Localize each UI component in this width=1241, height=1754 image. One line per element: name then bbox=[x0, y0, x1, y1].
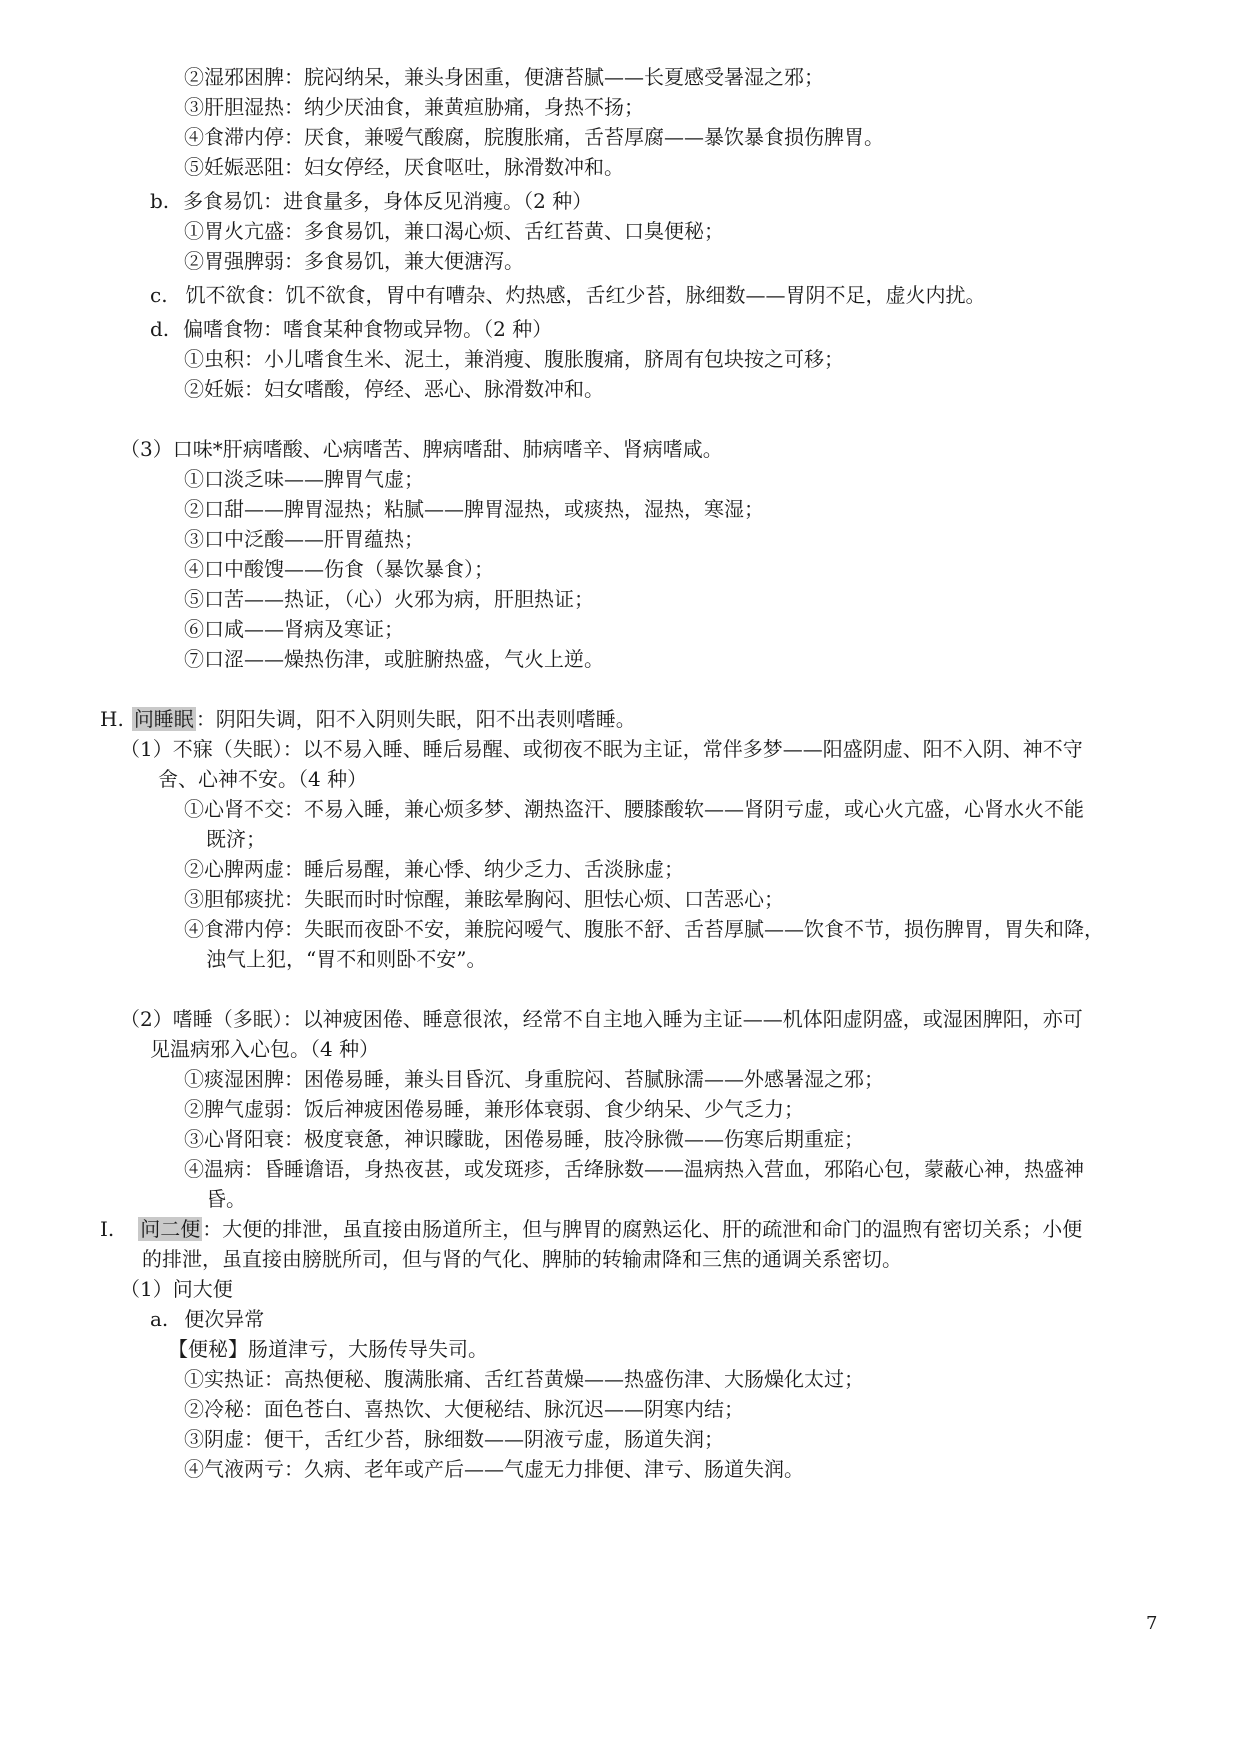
text-line: 浊气上犯，“胃不和则卧不安”。 bbox=[206, 947, 487, 971]
text-line: ⑦口涩——燥热伤津，或脏腑热盛，气火上逆。 bbox=[184, 647, 604, 671]
text-line: ③阴虚：便干，舌红少苔，脉细数——阴液亏虚，肠道失润； bbox=[184, 1427, 724, 1451]
item-marker: a. bbox=[150, 1307, 169, 1331]
item-text: 偏嗜食物：嗜食某种食物或异物。（2 种） bbox=[183, 317, 553, 341]
text-line: 舍、心神不安。（4 种） bbox=[158, 767, 368, 791]
section-marker: H. bbox=[100, 707, 124, 731]
section-heading-h bbox=[100, 704, 1241, 734]
text-line: ③胆郁痰扰：失眠而时时惊醒，兼眩晕胸闷、胆怯心烦、口苦恶心； bbox=[184, 887, 784, 911]
highlighted-title: 问二便 bbox=[140, 1217, 201, 1241]
text-line: ②妊娠：妇女嗜酸，停经、恶心、脉滑数冲和。 bbox=[184, 377, 604, 401]
text-line: ②心脾两虚：睡后易醒，兼心悸、纳少乏力、舌淡脉虚； bbox=[184, 857, 684, 881]
text-line: 昏。 bbox=[206, 1187, 246, 1211]
text-line: ①虫积：小儿嗜食生米、泥土，兼消瘦、腹胀腹痛，脐周有包块按之可移； bbox=[184, 347, 844, 371]
text-line: （1）不寐（失眠）：以不易入睡、睡后易醒、或彻夜不眠为主证，常伴多梦——阳盛阴虚、阳不入阴、神不守 bbox=[120, 737, 1083, 761]
text-line: ④口中酸馊——伤食（暴饮暴食）； bbox=[184, 557, 494, 581]
item-marker: c. bbox=[150, 283, 168, 307]
text-line: ①口淡乏味——脾胃气虚； bbox=[184, 467, 424, 491]
text-line: ②冷秘：面色苍白、喜热饮、大便秘结、脉沉迟——阴寒内结； bbox=[184, 1397, 744, 1421]
list-item bbox=[150, 186, 1241, 216]
text-line: ④食滞内停：失眠而夜卧不安，兼脘闷嗳气、腹胀不舒、舌苔厚腻——饮食不节，损伤脾胃，胃失和降， bbox=[184, 917, 1104, 941]
text-line: ②胃强脾弱：多食易饥，兼大便溏泻。 bbox=[184, 249, 524, 273]
text-line: 既济； bbox=[206, 827, 266, 851]
text-line: ⑤口苦——热证，（心）火邪为病，肝胆热证； bbox=[184, 587, 594, 611]
list-item bbox=[150, 314, 1241, 344]
text-line: ③肝胆湿热：纳少厌油食，兼黄疸胁痛，身热不扬； bbox=[184, 95, 644, 119]
list-item bbox=[150, 280, 1241, 310]
subsection-heading: （1）问大便 bbox=[120, 1277, 233, 1301]
text-line: ②脾气虚弱：饭后神疲困倦易睡，兼形体衰弱、食少纳呆、少气乏力； bbox=[184, 1097, 804, 1121]
item-text: 便次异常 bbox=[184, 1307, 265, 1331]
text-line: ⑤妊娠恶阻：妇女停经，厌食呕吐，脉滑数冲和。 bbox=[184, 155, 624, 179]
section-intro: ：阴阳失调，阳不入阴则失眠，阳不出表则嗜睡。 bbox=[195, 707, 636, 731]
item-text: 饥不欲食：饥不欲食，胃中有嘈杂、灼热感，舌红少苔，脉细数——胃阴不足，虚火内扰。 bbox=[185, 283, 986, 307]
text-line: ①胃火亢盛：多食易饥，兼口渴心烦、舌红苔黄、口臭便秘； bbox=[184, 219, 724, 243]
page-number: 7 bbox=[1146, 1613, 1158, 1634]
list-item bbox=[150, 1304, 1241, 1334]
text-line: ②口甜——脾胃湿热；粘腻——脾胃湿热，或痰热，湿热，寒湿； bbox=[184, 497, 764, 521]
text-line: ④气液两亏：久病、老年或产后——气虚无力排便、津亏、肠道失润。 bbox=[184, 1457, 804, 1481]
item-text: 多食易饥：进食量多，身体反见消瘦。（2 种） bbox=[183, 189, 593, 213]
text-line: ②湿邪困脾：脘闷纳呆，兼头身困重，便溏苔腻——长夏感受暑湿之邪； bbox=[184, 65, 824, 89]
text-line: ③口中泛酸——肝胃蕴热； bbox=[184, 527, 424, 551]
text-line: ①心肾不交：不易入睡，兼心烦多梦、潮热盗汗、腰膝酸软——肾阴亏虚，或心火亢盛，心肾水火不能 bbox=[184, 797, 1084, 821]
highlighted-title: 问睡眠 bbox=[133, 707, 194, 731]
text-line: 见温病邪入心包。（4 种） bbox=[150, 1037, 380, 1061]
section-heading: （3）口味*肝病嗜酸、心病嗜苦、脾病嗜甜、肺病嗜辛、肾病嗜咸。 bbox=[120, 437, 723, 461]
section-marker: I. bbox=[100, 1217, 115, 1241]
text-line: ①痰湿困脾：困倦易睡，兼头目昏沉、身重脘闷、苔腻脉濡——外感暑湿之邪； bbox=[184, 1067, 884, 1091]
section-heading-i bbox=[100, 1214, 1241, 1244]
text-line: ①实热证：高热便秘、腹满胀痛、舌红苔黄燥——热盛伤津、大肠燥化太过； bbox=[184, 1367, 864, 1391]
section-intro: ：大便的排泄，虽直接由肠道所主，但与脾胃的腐熟运化、肝的疏泄和命门的温煦有密切关系；小便 bbox=[202, 1217, 1083, 1241]
text-line: （2）嗜睡（多眠）：以神疲困倦、睡意很浓，经常不自主地入睡为主证——机体阳虚阴盛，或湿困脾阳，亦可 bbox=[120, 1007, 1083, 1031]
text-line: ③心肾阳衰：极度衰惫，神识矇眬，困倦易睡，肢冷脉微——伤寒后期重症； bbox=[184, 1127, 864, 1151]
text-line: 的排泄，虽直接由膀胱所司，但与肾的气化、脾肺的转输肃降和三焦的通调关系密切。 bbox=[142, 1247, 902, 1271]
text-line: ④温病：昏睡谵语，身热夜甚，或发斑疹，舌绛脉数——温病热入营血，邪陷心包，蒙蔽心神，热盛神 bbox=[184, 1157, 1084, 1181]
item-marker: d. bbox=[150, 317, 170, 341]
text-line: ④食滞内停：厌食，兼嗳气酸腐，脘腹胀痛，舌苔厚腐——暴饮暴食损伤脾胃。 bbox=[184, 125, 884, 149]
text-line: ⑥口咸——肾病及寒证； bbox=[184, 617, 404, 641]
item-marker: b. bbox=[150, 189, 170, 213]
text-line: 【便秘】肠道津亏，大肠传导失司。 bbox=[168, 1337, 488, 1361]
